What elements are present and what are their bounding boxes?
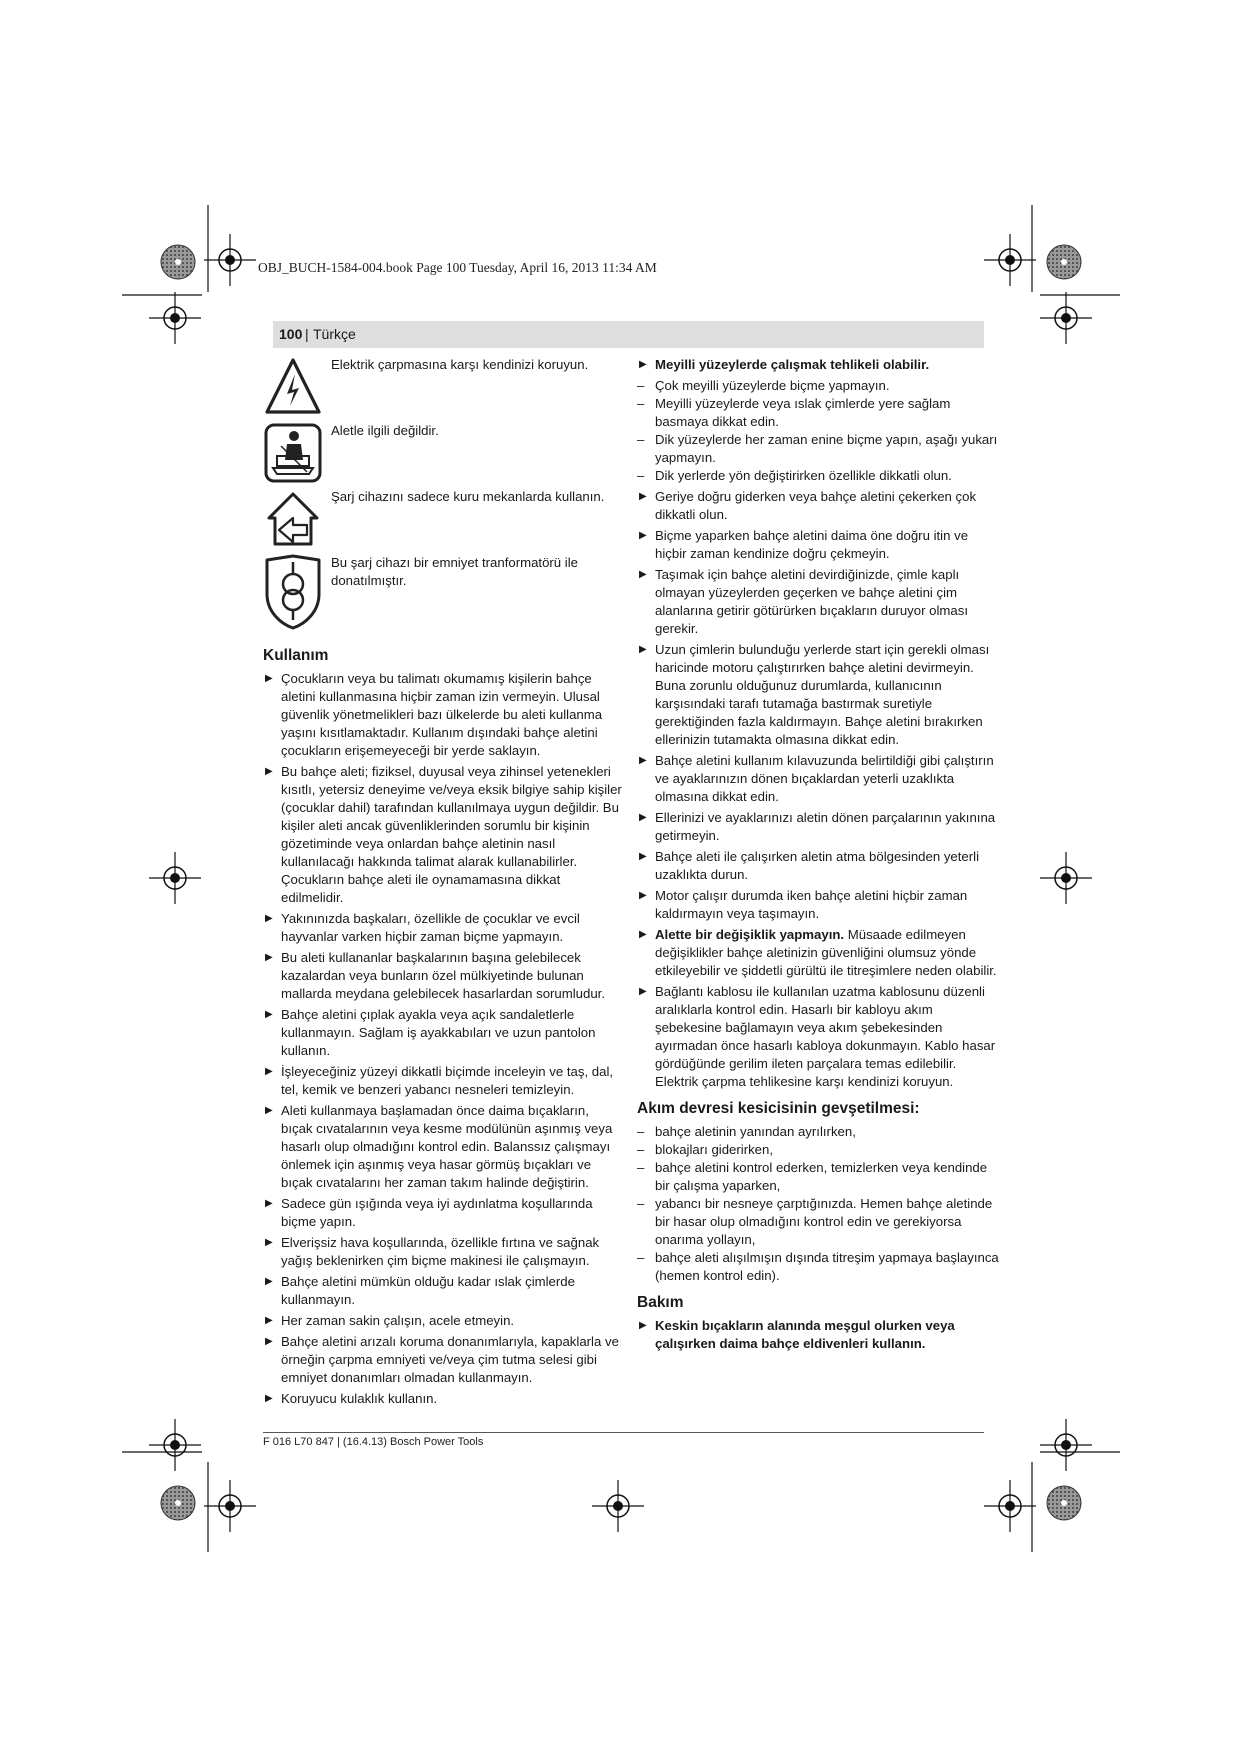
symbol-row: [263, 422, 623, 488]
section-heading-circuit-breaker: Akım devresi kesicisinin gevşetilmesi:: [637, 1100, 920, 1117]
bullet-item: ▶ Bahçe aletini arızalı koruma donanımlarıyla, kapaklarla ve örneğin çarpma emniyeti ve/veya çim tutma selesi gibi emniyet donanımları olmadan kullanmayın.: [263, 1333, 623, 1387]
bullet-item: ▶ Biçme yaparken bahçe aletini daima öne doğru itin ve hiçbir zaman kendinize doğru çekmeyin.: [637, 527, 999, 563]
dash-item: – bahçe aletini kontrol ederken, temizlerken veya kendinde bir çalışma yaparken,: [637, 1159, 999, 1195]
bullet-item: ▶ Taşımak için bahçe aletini devirdiğinizde, çimle kaplı olmayan yüzeylerden geçerken ve bahçe aletini çim alanlarına getirir götürürken bıçakların duruyor olması gerekir.: [637, 566, 999, 638]
bullet-slope-warning: ▶ Meyilli yüzeylerde çalışmak tehlikeli olabilir.: [637, 356, 999, 374]
bullet-item: ▶ Her zaman sakin çalışın, acele etmeyin.: [263, 1312, 623, 1330]
right-column: [637, 356, 999, 1356]
dash-item: – Dik yüzeylerde her zaman enine biçme yapın, aşağı yukarı yapmayın.: [637, 431, 999, 467]
symbol-text: Elektrik çarpmasına karşı kendinizi koruyun.: [331, 357, 589, 372]
bullet-item: ▶ Ellerinizi ve ayaklarınızı aletin dönen parçalarının yakınına getirmeyin.: [637, 809, 999, 845]
header-language: Türkçe: [313, 326, 356, 342]
page-header: [273, 321, 984, 348]
header-separator: |: [305, 326, 309, 342]
bullet-item: ▶ Bahçe aletini kullanım kılavuzunda belirtildiği gibi çalıştırın ve ayaklarınızın dönen bıçaklardan yeterli uzaklıkta olmasına dikkat edin.: [637, 752, 999, 806]
dash-item: – Dik yerlerde yön değiştirirken özellikle dikkatli olun.: [637, 467, 999, 485]
bullet-item: ▶ Bu aleti kullananlar başkalarının başına gelebilecek kazalardan veya bunların özel mülkiyetinde bulunan mallarda meydana gelebilecek hasarlardan sorumludur.: [263, 949, 623, 1003]
symbol-row: [263, 488, 623, 554]
bullet-item: ▶ İşleyeceğiniz yüzeyi dikkatli biçimde inceleyin ve taş, dal, tel, kemik ve benzeri yabancı nesneleri temizleyin.: [263, 1063, 623, 1099]
dash-item: – blokajları giderirken,: [637, 1141, 999, 1159]
bullet-item: ▶ Yakınınızda başkaları, özellikle de çocuklar ve evcil hayvanlar varken hiçbir zaman biçme yapmayın.: [263, 910, 623, 946]
bullet-item: ▶ Bu bahçe aleti; fiziksel, duyusal veya zihinsel yetenekleri kısıtlı, yetersiz deneyime ve/veya eksik bilgiye sahip kişiler (çocuklar dahil) tarafından kullanılmaya uygun değildir. Bu kişiler aleti ancak güvenliklerinden sorumlu bir kişinin gözetiminde veya onlardan bahçe aletinin nasıl kullanılacağı hakkında talimat alarak kullanabilirler. Çocukların bahçe aleti ile oynamamasına dikkat edilmelidir.: [263, 763, 623, 907]
left-column: [263, 356, 623, 1411]
bullet-item: ▶ Uzun çimlerin bulunduğu yerlerde start için gerekli olması haricinde motoru çalıştırırken bahçe aletini devirmeyin. Buna zorunlu olduğunuz durumlarda, kullanıcının karşısındaki tarafı tutamağa bastırmak suretiyle gerektiğinden fazla kaldırmayın. Bahçe aletini bırakırken ellerinizin tutamakta olmasına dikkat edin.: [637, 641, 999, 749]
dash-item: – yabancı bir nesneye çarptığınızda. Hemen bahçe aletinde bir hasar olup olmadığını kontrol edin ve gerekiyorsa onarıma yollayın,: [637, 1195, 999, 1249]
bullet-item: ▶ Koruyucu kulaklık kullanın.: [263, 1390, 623, 1408]
book-file-info: OBJ_BUCH-1584-004.book Page 100 Tuesday, April 16, 2013 11:34 AM: [258, 260, 657, 275]
modification-bold: Alette bir değişiklik yapmayın.: [655, 927, 845, 942]
bullet-item: ▶ Bahçe aleti ile çalışırken aletin atma bölgesinden yeterli uzaklıkta durun.: [637, 848, 999, 884]
footer-rule: [263, 1432, 984, 1433]
bullet-item: ▶ Keskin bıçakların alanında meşgul olurken veya çalışırken daima bahçe eldivenleri kullanın.: [637, 1317, 999, 1353]
symbol-text: Aletle ilgili değildir.: [331, 423, 439, 438]
bullet-item-modification: [637, 926, 999, 980]
bullet-item: ▶ Motor çalışır durumda iken bahçe aletini hiçbir zaman kaldırmayın veya taşımayın.: [637, 887, 999, 923]
safety-transformer-icon: [263, 554, 323, 630]
bullet-item: ▶ Bahçe aletini mümkün olduğu kadar ıslak çimlerde kullanmayın.: [263, 1273, 623, 1309]
symbol-text: Şarj cihazını sadece kuru mekanlarda kullanın.: [331, 489, 605, 504]
bullet-item: ▶ Bağlantı kablosu ile kullanılan uzatma kablosunu düzenli aralıklarla kontrol edin. Hasarlı bir kabloyu akım şebekesine bağlamayın veya akım şebekesinden ayırmadan önce hasarlı kabloya dokunmayın. Kablo hasar gördüğünde gerilim ileten parçalara temas edilebilir. Elektrik çarpma tehlikesine karşı kendinizi koruyun.: [637, 983, 999, 1091]
section-heading-maintenance: Bakım: [637, 1294, 684, 1311]
indoor-use-house-icon: [263, 488, 323, 550]
bullet-item: ▶ Sadece gün ışığında veya iyi aydınlatma koşullarında biçme yapın.: [263, 1195, 623, 1231]
slope-dash-list: [637, 377, 999, 485]
bullet-item: ▶ Çocukların veya bu talimatı okumamış kişilerin bahçe aletini kullanmasına hiçbir zaman izin vermeyin. Ulusal güvenlik yönetmelikleri bazı ülkelerde bu aleti kullanma yaşını kısıtlamaktadır. Kullanım dışındaki bahçe aletini çocukların erişemeyeceği bir yerde saklayın.: [263, 670, 623, 760]
section-heading-usage: Kullanım: [263, 647, 329, 664]
bullet-item: ▶ Aleti kullanmaya başlamadan önce daima bıçakların, bıçak cıvatalarının veya kesme modülünün aşınmış veya hasarlı olup olmadığını kontrol edin. Balanssız çalışmayı önlemek için aşınmış veya hasar görmüş bıçakları ve bıçak cıvatalarını her zaman takım halinde değiştirin.: [263, 1102, 623, 1192]
symbol-row: [263, 356, 623, 422]
dash-item: – Çok meyilli yüzeylerde biçme yapmayın.: [637, 377, 999, 395]
modification-text: Müsaade edilmeyen değişiklikler bahçe aletinizin güvenliğini olumsuz yönde etkileyebilir ve şiddetli gürültü ile titreşimlere neden olabilir.: [655, 927, 997, 978]
symbol-text: Bu şarj cihazı bir emniyet tranformatörü ile donatılmıştır.: [331, 555, 578, 588]
page-number: 100: [279, 326, 303, 342]
bullet-item: ▶ Geriye doğru giderken veya bahçe aletini çekerken çok dikkatli olun.: [637, 488, 999, 524]
dash-item: – Meyilli yüzeylerde veya ıslak çimlerde yere sağlam basmaya dikkat edin.: [637, 395, 999, 431]
electric-shock-warning-icon: [263, 356, 323, 418]
footer-text: F 016 L70 847 | (16.4.13) Bosch Power Tools: [263, 1436, 484, 1448]
symbol-row: [263, 554, 623, 638]
bullet-item: ▶ Elverişsiz hava koşullarında, özellikle fırtına ve sağnak yağış beklenirken çim biçme makinesi ile çalışmayın.: [263, 1234, 623, 1270]
bullet-item: ▶ Bahçe aletini çıplak ayakla veya açık sandaletlerle kullanmayın. Sağlam iş ayakkabıları ve uzun pantolon kullanın.: [263, 1006, 623, 1060]
circuit-dash-list: [637, 1123, 999, 1285]
dash-item: – bahçe aletinin yanından ayrılırken,: [637, 1123, 999, 1141]
not-relevant-tool-icon: [263, 422, 323, 484]
dash-item: – bahçe aleti alışılmışın dışında titreşim yapmaya başlayınca (hemen kontrol edin).: [637, 1249, 999, 1285]
